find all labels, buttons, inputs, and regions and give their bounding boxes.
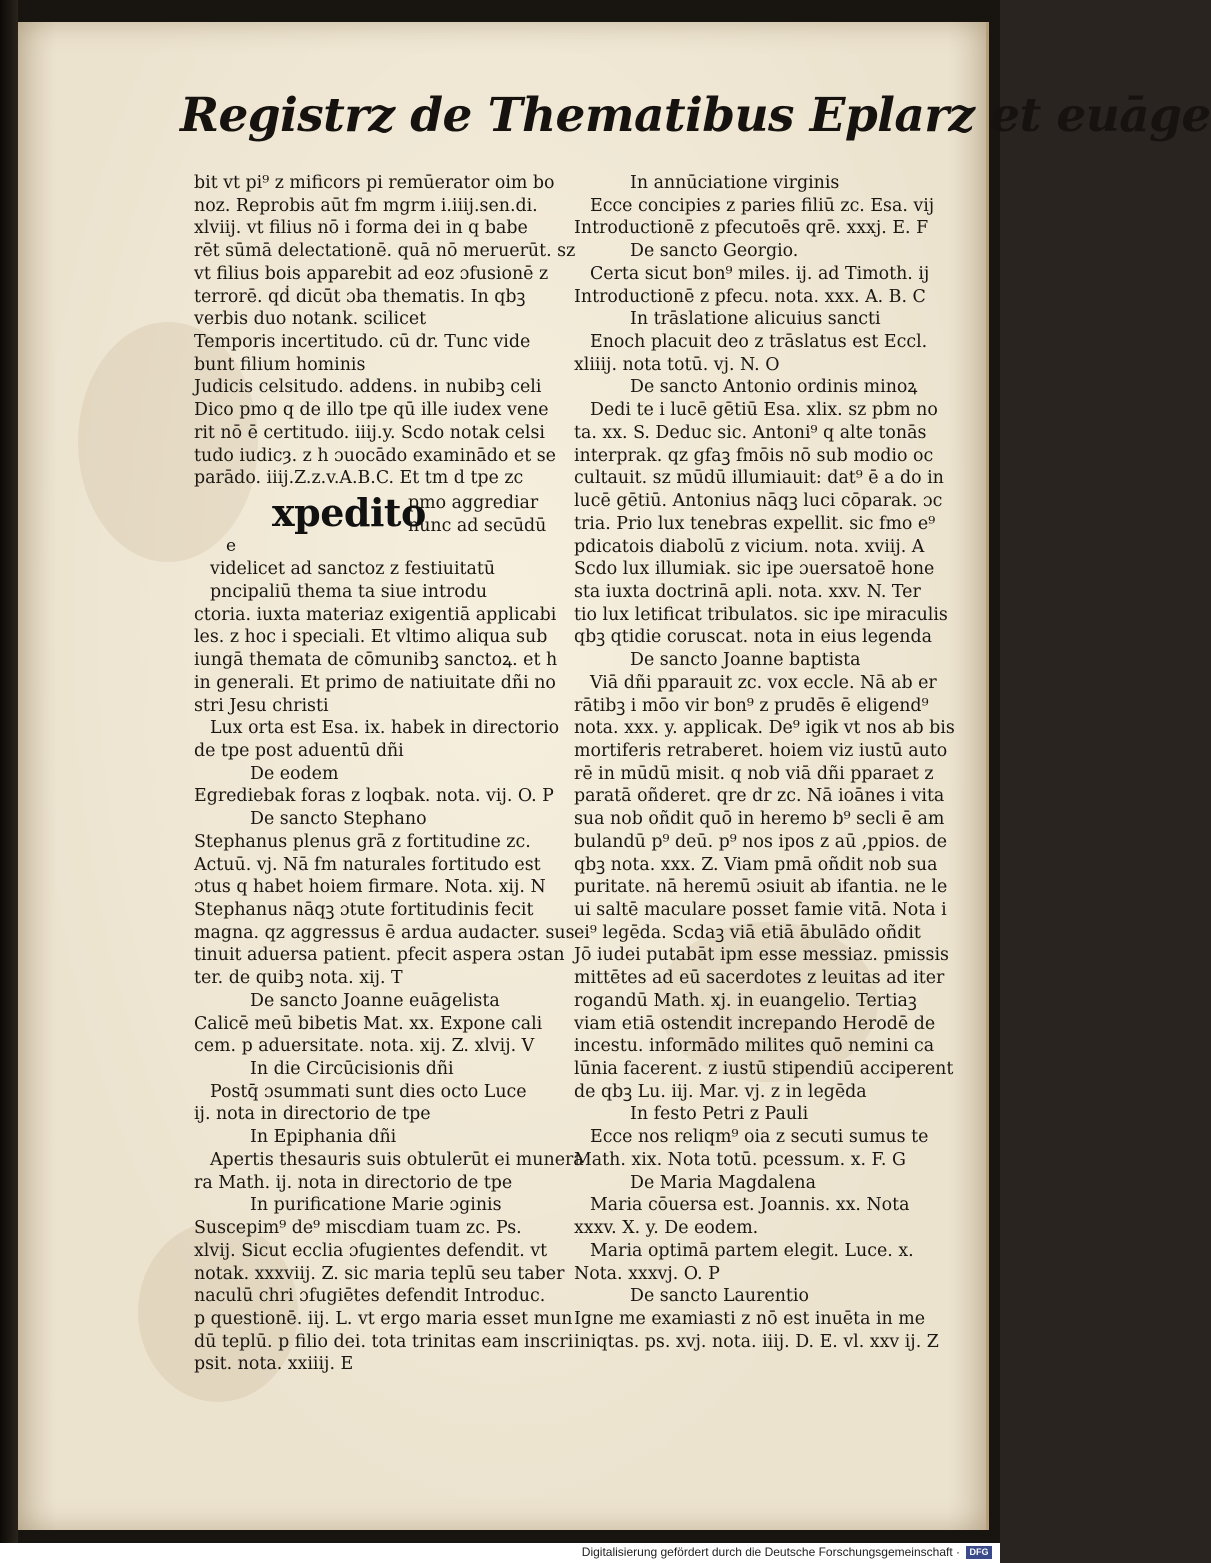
text-line: Introductionē z pfecutoēs qrē. xxxj. E. F	[574, 218, 929, 239]
text-line: pdicatois diabolū z vicium. nota. xviij. A	[574, 536, 925, 557]
text-line: Actuū. vj. Nā fm naturales fortitudo est	[194, 854, 541, 875]
text-line: sta iuxta doctrinā apli. nota. xxv. N. Ter	[574, 581, 921, 602]
text-line: Certa sicut bon⁹ miles. ij. ad Timoth. ij	[590, 263, 930, 284]
text-line: dū teplū. p filio dei. tota trinitas eam inscri	[194, 1331, 574, 1352]
text-line: noz. Reprobis aūt fm mgrm i.iiij.sen.di.	[194, 195, 538, 216]
text-line: bulandū p⁹ deū. p⁹ nos ipos z aū ,ppios. de	[574, 831, 948, 852]
section-heading: De sancto Georgio.	[630, 241, 799, 262]
section-heading: De Maria Magdalena	[630, 1172, 816, 1193]
text-line: Dedi te i lucē gētiū Esa. xlix. sz pbm no	[590, 400, 938, 421]
text-line: Ecce concipies z paries filiū zc. Esa. vij	[590, 195, 935, 216]
section-heading: In festo Petri z Pauli	[630, 1104, 809, 1125]
text-line: videlicet ad sanctoz z festiuitatū	[210, 559, 496, 580]
right-column	[574, 172, 955, 1353]
text-line: Scdo lux illumiak. sic ipe ɔuersatoē hone	[574, 559, 935, 580]
text-line: magna. qz aggressus ē ardua audacter. sus	[194, 922, 575, 943]
section-heading: De sancto Joanne euāgelista	[250, 990, 500, 1011]
text-line: Math. xix. Nota totū. pcessum. x. F. G	[574, 1149, 906, 1170]
text-line: qbꝫ nota. xxx. Z. Viam pmā oñdit nob sua	[574, 854, 938, 875]
text-line: Viā dñi pparauit zc. vox eccle. Nā ab er	[590, 672, 937, 693]
text-line: rē in mūdū misit. q nob viā dñi pparaet z	[574, 763, 934, 784]
text-line: incestu. informādo milites quō nemini ca	[574, 1036, 935, 1057]
text-line: Postq̄ ɔsummati sunt dies octo Luce	[210, 1081, 527, 1102]
text-line: mortiferis retraberet. hoiem viz iustū auto	[574, 740, 948, 761]
text-line: rogandū Math. xj. in euangelio. Tertiaꝫ	[574, 990, 917, 1011]
text-line: xlviij. vt filius nō i forma dei in q babe	[194, 218, 528, 239]
right-column-lines	[574, 172, 955, 1353]
text-line: xxxv. X. y. De eodem.	[574, 1218, 759, 1239]
left-column	[194, 172, 584, 1376]
left-column-lines-after-initial	[194, 558, 584, 1376]
initial-block	[194, 490, 566, 558]
text-line: verbis duo notank. scilicet	[194, 309, 427, 330]
text-line: tinuit aduersa patient. pfecit aspera ɔstan	[194, 945, 565, 966]
section-heading: De sancto Stephano	[250, 809, 427, 830]
text-line: Egrediebak foras z loqbak. nota. vij. O. P	[194, 786, 554, 807]
text-line: mittētes ad eū sacerdotes z leuitas ad iter	[574, 968, 945, 989]
text-line: de qbꝫ Lu. iij. Mar. vj. z in legēda	[574, 1081, 867, 1102]
text-line: sua nob oñdit quō in heremo b⁹ secli ē am	[574, 809, 945, 830]
text-line: Ecce nos reliqm⁹ oia z secuti sumus te	[590, 1127, 929, 1148]
text-line: qbꝫ qtidie coruscat. nota in eius legenda	[574, 627, 933, 648]
section-heading: In die Circūcisionis dñi	[250, 1059, 454, 1080]
text-line: lucē gētiū. Antonius nāqꝫ luci cōparak. ɔc	[574, 491, 943, 512]
running-head: Registrz de Thematibus Eplarz et euāge	[180, 88, 1211, 143]
text-line: psit. nota. xxiiij. E	[194, 1354, 354, 1375]
text-line: cem. p aduersitate. nota. xij. Z. xlvij. V	[194, 1036, 535, 1057]
section-heading: De sancto Joanne baptista	[630, 650, 861, 671]
section-heading: In trāslatione alicuius sancti	[630, 309, 881, 330]
text-line: bunt filium hominis	[194, 354, 366, 375]
beside-initial-line: nunc ad secūdū	[408, 515, 547, 536]
text-line: ij. nota in directorio de tpe	[194, 1104, 431, 1125]
text-line: iungā themata de cōmunibꝫ sanctoꝝ. et h	[194, 650, 558, 671]
text-line: p questionē. iij. L. vt ergo maria esset mun	[194, 1308, 573, 1329]
text-line: rēt sūmā delectationē. quā nō meruerūt. sz	[194, 241, 576, 262]
text-line: Maria optimā partem elegit. Luce. x.	[590, 1240, 914, 1261]
text-line: tudo iudicȝ. z h ɔuocādo examinādo et se	[194, 445, 556, 466]
text-line: bit vt pi⁹ z mificors pi remūerator oim bo	[194, 173, 555, 193]
text-line: Lux orta est Esa. ix. habek in directorio	[210, 718, 560, 739]
text-line: rātibꝫ i mōo vir bon⁹ z prudēs ē eligend⁹	[574, 695, 929, 716]
text-line: Enoch placuit deo z trāslatus est Eccl.	[590, 332, 928, 353]
text-line: Suscepim⁹ de⁹ miscdiam tuam zc. Ps.	[194, 1218, 522, 1239]
text-line: Apertis thesauris suis obtulerūt ei munera	[210, 1149, 584, 1170]
text-line: in generali. Et primo de natiuitate dñi no	[194, 672, 556, 693]
text-line: ra Math. ij. nota in directorio de tpe	[194, 1172, 513, 1193]
text-line: Judicis celsitudo. addens. in nubibꝫ celi	[194, 377, 542, 398]
text-line: Igne me examiasti z nō est inuēta in me	[574, 1308, 926, 1329]
text-line: stri Jesu christi	[194, 695, 329, 716]
dfg-logo: DFG	[966, 1546, 992, 1559]
text-line: ui saltē maculare posset famie vitā. Nota i	[574, 900, 947, 920]
text-line: viam etiā ostendit increpando Herodē de	[574, 1013, 936, 1034]
text-line: les. z hoc i speciali. Et vltimo aliqua sub	[194, 627, 548, 648]
section-heading: De sancto Laurentio	[630, 1286, 809, 1307]
beside-initial-line: pmo aggrediar	[408, 493, 539, 514]
left-column-lines-before-initial	[194, 172, 576, 490]
section-heading: In purificatione Marie ɔginis	[250, 1195, 502, 1216]
text-line: ter. de quibꝫ nota. xij. T	[194, 968, 403, 989]
section-heading: De eodem	[250, 763, 339, 784]
footer-credit: Digitalisierung gefördert durch die Deutsche Forschungsgemeinschaft ·	[581, 1545, 960, 1559]
text-line: pncipaliū thema ta siue introdu	[210, 581, 488, 602]
text-line: xliiij. nota totū. vj. N. O	[574, 354, 780, 375]
initial-word: xpedito	[272, 490, 426, 536]
text-line: terrorē. qḋ dicūt ɔba thematis. In qbꝫ	[194, 286, 526, 307]
text-line: Nota. xxxvj. O. P	[574, 1263, 720, 1284]
text-line: xlvij. Sicut ecclia ɔfugientes defendit. vt	[194, 1240, 548, 1261]
text-line: Stephanus nāqꝫ ɔtute fortitudinis fecit	[194, 900, 534, 920]
text-line: nota. xxx. y. applicak. De⁹ igik vt nos ab bis	[574, 718, 955, 739]
text-line: lūnia facerent. z iustū stipendiū acciperent	[574, 1059, 954, 1080]
text-line: rit nō ē certitudo. iiij.y. Scdo notak celsi	[194, 422, 545, 443]
text-line: tria. Prio lux tenebras expellit. sic fmo e⁹	[574, 513, 936, 534]
text-line: Temporis incertitudo. cū dr. Tunc vide	[194, 332, 531, 353]
footer-bar	[0, 1543, 1000, 1563]
text-line: de tpe post aduentū dñi	[194, 740, 404, 761]
text-line: Calicē meū bibetis Mat. xx. Expone cali	[194, 1013, 543, 1034]
text-line: ta. xx. S. Deduc sic. Antoni⁹ q alte tonās	[574, 422, 927, 443]
text-line: ei⁹ legēda. Scdaꝫ viā etiā ābulādo oñdit	[574, 922, 921, 943]
text-line: Stephanus plenus grā z fortitudine zc.	[194, 831, 531, 852]
text-line: cultauit. sz mūdū illumiauit: dat⁹ ē a do in	[574, 468, 944, 489]
text-line: Dico pmo q de illo tpe qū ille iudex vene	[194, 400, 549, 421]
text-line: naculū chri ɔfugiētes defendit Introduc.	[194, 1286, 546, 1307]
text-line: parādo. iiij.Z.z.v.A.B.C. Et tm d tpe zc	[194, 468, 524, 489]
text-line: Jō iudei putabāt ipm esse messiaz. pmissis	[574, 945, 949, 966]
text-line: ɔtus q habet hoiem firmare. Nota. xij. N	[194, 877, 546, 898]
text-line: paratā oñderet. qre dr zc. Nā ioānes i vita	[574, 786, 945, 807]
section-heading: In annūciatione virginis	[630, 173, 840, 193]
text-line: interprak. qz gfaꝫ fmōis nō sub modio oc	[574, 445, 934, 466]
text-line: ctoria. iuxta materiaz exigentiā applicabi	[194, 604, 557, 625]
binding-edge	[0, 0, 18, 1543]
text-line: iniqtas. ps. xvj. nota. iiij. D. E. vl. xxv ij. Z	[574, 1331, 939, 1352]
section-heading: De sancto Antonio ordinis minoꝝ	[630, 377, 918, 398]
text-line: Introductionē z pfecu. nota. xxx. A. B. C	[574, 286, 926, 307]
text-line: notak. xxxviij. Z. sic maria teplū seu taber	[194, 1263, 565, 1284]
text-line: tio lux letificat tribulatos. sic ipe miraculis	[574, 604, 948, 625]
section-heading: In Epiphania dñi	[250, 1127, 397, 1148]
initial-letter: e	[226, 536, 237, 557]
text-line: vt filius bois apparebit ad eoz ɔfusionē z	[194, 263, 549, 284]
text-line: puritate. nā heremū ɔsiuit ab ifantia. ne le	[574, 877, 948, 898]
text-line: Maria cōuersa est. Joannis. xx. Nota	[590, 1195, 910, 1216]
